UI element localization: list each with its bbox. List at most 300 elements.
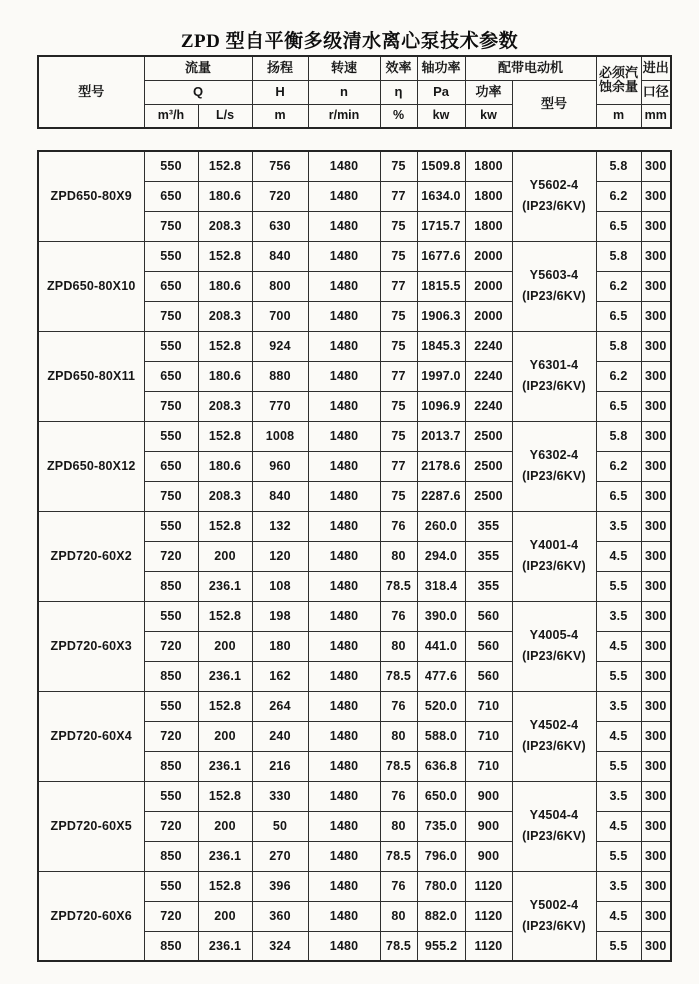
value-cell-m3h: 650 (144, 361, 198, 391)
value-cell-h: 770 (252, 391, 308, 421)
value-cell-dia: 300 (641, 211, 671, 241)
value-cell-dia: 300 (641, 421, 671, 451)
value-cell-m3h: 550 (144, 691, 198, 721)
value-cell-dia: 300 (641, 511, 671, 541)
value-cell-eff: 80 (380, 811, 417, 841)
value-cell-dia: 300 (641, 811, 671, 841)
value-cell-dia: 300 (641, 781, 671, 811)
value-cell-ls: 208.3 (198, 211, 252, 241)
header-motor-model: 型号 (512, 80, 596, 128)
motor-model-line: Y5602-4 (529, 178, 579, 193)
pump-model-cell: ZPD720-60X2 (38, 511, 144, 601)
value-cell-eff: 76 (380, 691, 417, 721)
value-cell-kw: 900 (465, 811, 512, 841)
header-row-1 (38, 56, 671, 80)
motor-model-cell (512, 511, 596, 601)
value-cell-dia: 300 (641, 751, 671, 781)
value-cell-n: 1480 (308, 241, 380, 271)
value-cell-kw: 900 (465, 841, 512, 871)
header-diameter-line1: 进出 (641, 56, 671, 80)
value-cell-ls: 208.3 (198, 391, 252, 421)
header-head: 扬程 (252, 56, 308, 80)
value-cell-m3h: 720 (144, 631, 198, 661)
value-cell-ls: 236.1 (198, 931, 252, 961)
value-cell-m3h: 550 (144, 511, 198, 541)
motor-model-line: Y4005-4 (529, 628, 579, 642)
motor-model-cell (512, 781, 596, 871)
value-cell-npsh: 5.8 (596, 331, 641, 361)
header-npsh-line1: 必须汽 (599, 64, 639, 80)
value-cell-dia: 300 (641, 181, 671, 211)
value-cell-ls: 152.8 (198, 331, 252, 361)
value-cell-n: 1480 (308, 211, 380, 241)
value-cell-m3h: 720 (144, 541, 198, 571)
value-cell-kw: 560 (465, 601, 512, 631)
motor-model-line: (IP23/6KV) (522, 199, 586, 214)
value-cell-kw: 2500 (465, 451, 512, 481)
value-cell-npsh: 3.5 (596, 691, 641, 721)
value-cell-h: 132 (252, 511, 308, 541)
value-cell-pa: 735.0 (417, 811, 465, 841)
value-cell-h: 720 (252, 181, 308, 211)
value-cell-n: 1480 (308, 811, 380, 841)
header-shaft-power-symbol: Pa (417, 80, 465, 104)
value-cell-n: 1480 (308, 631, 380, 661)
value-cell-n: 1480 (308, 721, 380, 751)
value-cell-npsh: 5.5 (596, 751, 641, 781)
value-cell-m3h: 850 (144, 751, 198, 781)
value-cell-h: 360 (252, 901, 308, 931)
value-cell-npsh: 6.5 (596, 211, 641, 241)
value-cell-eff: 78.5 (380, 841, 417, 871)
header-diameter-unit: mm (641, 104, 671, 128)
value-cell-ls: 236.1 (198, 571, 252, 601)
header-shaft-power-unit: kw (417, 104, 465, 128)
pump-model-cell: ZPD720-60X4 (38, 691, 144, 781)
value-cell-ls: 152.8 (198, 511, 252, 541)
value-cell-h: 324 (252, 931, 308, 961)
header-motor: 配带电动机 (465, 56, 596, 80)
value-cell-n: 1480 (308, 931, 380, 961)
value-cell-ls: 236.1 (198, 751, 252, 781)
header-efficiency-unit: % (380, 104, 417, 128)
value-cell-n: 1480 (308, 661, 380, 691)
value-cell-ls: 200 (198, 901, 252, 931)
value-cell-pa: 318.4 (417, 571, 465, 601)
value-cell-pa: 588.0 (417, 721, 465, 751)
value-cell-pa: 2287.6 (417, 481, 465, 511)
value-cell-eff: 76 (380, 871, 417, 901)
value-cell-kw: 2000 (465, 241, 512, 271)
value-cell-m3h: 550 (144, 781, 198, 811)
table-row (38, 781, 671, 811)
value-cell-eff: 75 (380, 391, 417, 421)
value-cell-n: 1480 (308, 271, 380, 301)
value-cell-npsh: 3.5 (596, 601, 641, 631)
header-efficiency: 效率 (380, 56, 417, 80)
value-cell-pa: 1715.7 (417, 211, 465, 241)
value-cell-pa: 1096.9 (417, 391, 465, 421)
value-cell-npsh: 6.2 (596, 271, 641, 301)
value-cell-dia: 300 (641, 331, 671, 361)
value-cell-npsh: 5.5 (596, 841, 641, 871)
value-cell-ls: 152.8 (198, 151, 252, 181)
value-cell-eff: 77 (380, 181, 417, 211)
value-cell-npsh: 4.5 (596, 811, 641, 841)
value-cell-npsh: 5.5 (596, 571, 641, 601)
value-cell-n: 1480 (308, 421, 380, 451)
value-cell-eff: 76 (380, 781, 417, 811)
header-motor-power-unit: kw (465, 104, 512, 128)
motor-model-line: (IP23/6KV) (522, 469, 586, 483)
value-cell-ls: 200 (198, 721, 252, 751)
pump-model-cell: ZPD650-80X12 (38, 421, 144, 511)
value-cell-ls: 180.6 (198, 271, 252, 301)
value-cell-eff: 80 (380, 721, 417, 751)
header-head-unit: m (252, 104, 308, 128)
value-cell-dia: 300 (641, 481, 671, 511)
value-cell-pa: 1677.6 (417, 241, 465, 271)
value-cell-h: 216 (252, 751, 308, 781)
value-cell-eff: 77 (380, 361, 417, 391)
header-efficiency-symbol: η (380, 80, 417, 104)
value-cell-dia: 300 (641, 601, 671, 631)
value-cell-npsh: 6.5 (596, 301, 641, 331)
pump-table-body (38, 151, 671, 961)
value-cell-pa: 260.0 (417, 511, 465, 541)
header-speed-symbol: n (308, 80, 380, 104)
value-cell-m3h: 550 (144, 601, 198, 631)
value-cell-npsh: 4.5 (596, 721, 641, 751)
value-cell-pa: 2013.7 (417, 421, 465, 451)
value-cell-kw: 2240 (465, 331, 512, 361)
value-cell-pa: 780.0 (417, 871, 465, 901)
value-cell-pa: 520.0 (417, 691, 465, 721)
value-cell-h: 162 (252, 661, 308, 691)
value-cell-h: 50 (252, 811, 308, 841)
header-head-symbol: H (252, 80, 308, 104)
value-cell-n: 1480 (308, 541, 380, 571)
value-cell-dia: 300 (641, 391, 671, 421)
value-cell-kw: 1800 (465, 211, 512, 241)
value-cell-dia: 300 (641, 871, 671, 901)
value-cell-pa: 1906.3 (417, 301, 465, 331)
header-speed-unit: r/min (308, 104, 380, 128)
value-cell-n: 1480 (308, 571, 380, 601)
value-cell-kw: 2240 (465, 391, 512, 421)
value-cell-eff: 80 (380, 541, 417, 571)
value-cell-n: 1480 (308, 331, 380, 361)
value-cell-pa: 2178.6 (417, 451, 465, 481)
motor-model-cell (512, 241, 596, 331)
header-flow-unit-m3h: m³/h (144, 104, 198, 128)
value-cell-eff: 75 (380, 481, 417, 511)
motor-model-cell (512, 151, 596, 241)
value-cell-dia: 300 (641, 631, 671, 661)
value-cell-eff: 78.5 (380, 661, 417, 691)
header-shaft-power: 轴功率 (417, 56, 465, 80)
value-cell-ls: 152.8 (198, 601, 252, 631)
value-cell-pa: 650.0 (417, 781, 465, 811)
value-cell-h: 396 (252, 871, 308, 901)
value-cell-npsh: 6.2 (596, 361, 641, 391)
value-cell-kw: 710 (465, 691, 512, 721)
value-cell-dia: 300 (641, 151, 671, 181)
motor-model-line: (IP23/6KV) (522, 289, 586, 303)
value-cell-h: 630 (252, 211, 308, 241)
page-title: ZPD 型自平衡多级清水离心泵技术参数 (180, 31, 519, 52)
header-npsh-line2: 蚀余量 (599, 79, 639, 95)
value-cell-eff: 75 (380, 331, 417, 361)
value-cell-kw: 1800 (465, 151, 512, 181)
value-cell-h: 840 (252, 481, 308, 511)
value-cell-pa: 882.0 (417, 901, 465, 931)
value-cell-h: 840 (252, 241, 308, 271)
value-cell-n: 1480 (308, 871, 380, 901)
value-cell-h: 756 (252, 151, 308, 181)
motor-model-cell (512, 871, 596, 961)
value-cell-pa: 1815.5 (417, 271, 465, 301)
table-row (38, 601, 671, 631)
motor-model-cell (512, 421, 596, 511)
value-cell-h: 1008 (252, 421, 308, 451)
value-cell-h: 960 (252, 451, 308, 481)
value-cell-kw: 355 (465, 541, 512, 571)
value-cell-pa: 441.0 (417, 631, 465, 661)
value-cell-eff: 80 (380, 631, 417, 661)
pump-model-cell: ZPD720-60X5 (38, 781, 144, 871)
value-cell-eff: 75 (380, 241, 417, 271)
value-cell-pa: 294.0 (417, 541, 465, 571)
value-cell-npsh: 4.5 (596, 631, 641, 661)
value-cell-ls: 208.3 (198, 481, 252, 511)
value-cell-kw: 900 (465, 781, 512, 811)
value-cell-kw: 1120 (465, 871, 512, 901)
pump-model-cell: ZPD720-60X6 (38, 871, 144, 961)
value-cell-pa: 1845.3 (417, 331, 465, 361)
motor-model-line: (IP23/6KV) (522, 739, 586, 753)
motor-model-line: Y6302-4 (529, 448, 579, 462)
value-cell-pa: 1634.0 (417, 181, 465, 211)
value-cell-npsh: 5.8 (596, 151, 641, 181)
motor-model-line: (IP23/6KV) (522, 918, 586, 933)
value-cell-npsh: 4.5 (596, 901, 641, 931)
value-cell-m3h: 850 (144, 661, 198, 691)
value-cell-pa: 636.8 (417, 751, 465, 781)
value-cell-eff: 77 (380, 451, 417, 481)
value-cell-m3h: 850 (144, 841, 198, 871)
table-row (38, 691, 671, 721)
motor-model-cell (512, 691, 596, 781)
motor-model-line: Y5603-4 (529, 268, 579, 282)
value-cell-kw: 2240 (465, 361, 512, 391)
value-cell-ls: 236.1 (198, 841, 252, 871)
value-cell-m3h: 720 (144, 721, 198, 751)
value-cell-ls: 236.1 (198, 661, 252, 691)
value-cell-dia: 300 (641, 661, 671, 691)
value-cell-m3h: 650 (144, 181, 198, 211)
motor-model-line: Y5002-4 (529, 897, 579, 912)
value-cell-m3h: 550 (144, 241, 198, 271)
value-cell-dia: 300 (641, 841, 671, 871)
motor-model-line: Y4504-4 (529, 808, 579, 822)
value-cell-npsh: 5.8 (596, 421, 641, 451)
value-cell-kw: 560 (465, 661, 512, 691)
header-npsh-unit: m (596, 104, 641, 128)
value-cell-dia: 300 (641, 571, 671, 601)
value-cell-npsh: 3.5 (596, 511, 641, 541)
motor-model-cell (512, 601, 596, 691)
value-cell-npsh: 5.8 (596, 241, 641, 271)
header-model: 型号 (38, 56, 144, 128)
value-cell-eff: 80 (380, 901, 417, 931)
value-cell-m3h: 650 (144, 451, 198, 481)
value-cell-h: 264 (252, 691, 308, 721)
table-row (38, 511, 671, 541)
table-row (38, 331, 671, 361)
pump-model-cell: ZPD650-80X9 (38, 151, 144, 241)
value-cell-m3h: 750 (144, 391, 198, 421)
motor-model-line: (IP23/6KV) (522, 649, 586, 663)
motor-model-line: Y4502-4 (529, 718, 579, 732)
value-cell-m3h: 850 (144, 571, 198, 601)
value-cell-ls: 200 (198, 541, 252, 571)
value-cell-n: 1480 (308, 691, 380, 721)
value-cell-kw: 710 (465, 721, 512, 751)
value-cell-dia: 300 (641, 721, 671, 751)
value-cell-n: 1480 (308, 301, 380, 331)
value-cell-eff: 78.5 (380, 751, 417, 781)
value-cell-dia: 300 (641, 241, 671, 271)
value-cell-m3h: 750 (144, 481, 198, 511)
value-cell-npsh: 5.5 (596, 661, 641, 691)
value-cell-npsh: 6.5 (596, 391, 641, 421)
value-cell-n: 1480 (308, 841, 380, 871)
value-cell-kw: 355 (465, 571, 512, 601)
value-cell-dia: 300 (641, 541, 671, 571)
value-cell-kw: 560 (465, 631, 512, 661)
header-diameter-line2: 口径 (641, 80, 671, 104)
table-row (38, 871, 671, 901)
value-cell-h: 880 (252, 361, 308, 391)
motor-model-line: (IP23/6KV) (522, 829, 586, 843)
motor-model-line: (IP23/6KV) (522, 559, 586, 573)
value-cell-n: 1480 (308, 181, 380, 211)
value-cell-npsh: 5.5 (596, 931, 641, 961)
value-cell-h: 180 (252, 631, 308, 661)
value-cell-h: 120 (252, 541, 308, 571)
value-cell-pa: 955.2 (417, 931, 465, 961)
value-cell-npsh: 6.2 (596, 181, 641, 211)
value-cell-kw: 1120 (465, 931, 512, 961)
value-cell-ls: 180.6 (198, 181, 252, 211)
value-cell-ls: 152.8 (198, 421, 252, 451)
value-cell-h: 700 (252, 301, 308, 331)
header-speed: 转速 (308, 56, 380, 80)
value-cell-n: 1480 (308, 481, 380, 511)
value-cell-kw: 2500 (465, 421, 512, 451)
value-cell-n: 1480 (308, 781, 380, 811)
value-cell-kw: 1800 (465, 181, 512, 211)
pump-model-cell: ZPD650-80X10 (38, 241, 144, 331)
pump-model-cell: ZPD650-80X11 (38, 331, 144, 421)
value-cell-pa: 796.0 (417, 841, 465, 871)
value-cell-eff: 76 (380, 601, 417, 631)
value-cell-dia: 300 (641, 931, 671, 961)
value-cell-npsh: 3.5 (596, 871, 641, 901)
value-cell-h: 330 (252, 781, 308, 811)
value-cell-kw: 1120 (465, 901, 512, 931)
spec-table-body (37, 150, 672, 962)
value-cell-m3h: 850 (144, 931, 198, 961)
value-cell-eff: 78.5 (380, 931, 417, 961)
value-cell-pa: 1509.8 (417, 151, 465, 181)
value-cell-ls: 200 (198, 631, 252, 661)
value-cell-ls: 152.8 (198, 781, 252, 811)
header-motor-power: 功率 (465, 80, 512, 104)
value-cell-n: 1480 (308, 391, 380, 421)
value-cell-ls: 180.6 (198, 361, 252, 391)
motor-model-cell (512, 331, 596, 421)
value-cell-dia: 300 (641, 901, 671, 931)
value-cell-kw: 2500 (465, 481, 512, 511)
pump-model-cell: ZPD720-60X3 (38, 601, 144, 691)
value-cell-kw: 2000 (465, 271, 512, 301)
value-cell-pa: 1997.0 (417, 361, 465, 391)
value-cell-eff: 75 (380, 151, 417, 181)
value-cell-ls: 208.3 (198, 301, 252, 331)
value-cell-h: 800 (252, 271, 308, 301)
value-cell-kw: 710 (465, 751, 512, 781)
value-cell-n: 1480 (308, 451, 380, 481)
spec-table-header (37, 55, 672, 129)
value-cell-npsh: 6.5 (596, 481, 641, 511)
value-cell-eff: 75 (380, 211, 417, 241)
value-cell-ls: 152.8 (198, 871, 252, 901)
motor-model-line: Y6301-4 (529, 358, 579, 372)
value-cell-n: 1480 (308, 751, 380, 781)
value-cell-n: 1480 (308, 601, 380, 631)
value-cell-m3h: 550 (144, 871, 198, 901)
table-row (38, 421, 671, 451)
value-cell-npsh: 4.5 (596, 541, 641, 571)
value-cell-eff: 75 (380, 301, 417, 331)
header-npsh (596, 56, 641, 104)
value-cell-kw: 355 (465, 511, 512, 541)
value-cell-dia: 300 (641, 361, 671, 391)
value-cell-m3h: 650 (144, 271, 198, 301)
value-cell-kw: 2000 (465, 301, 512, 331)
value-cell-ls: 152.8 (198, 691, 252, 721)
value-cell-m3h: 750 (144, 301, 198, 331)
value-cell-ls: 152.8 (198, 241, 252, 271)
value-cell-eff: 77 (380, 271, 417, 301)
value-cell-pa: 477.6 (417, 661, 465, 691)
value-cell-dia: 300 (641, 301, 671, 331)
value-cell-npsh: 6.2 (596, 451, 641, 481)
value-cell-ls: 200 (198, 811, 252, 841)
value-cell-m3h: 720 (144, 901, 198, 931)
motor-model-line: Y4001-4 (529, 538, 579, 552)
table-row (38, 241, 671, 271)
value-cell-n: 1480 (308, 901, 380, 931)
value-cell-h: 108 (252, 571, 308, 601)
value-cell-dia: 300 (641, 271, 671, 301)
value-cell-dia: 300 (641, 691, 671, 721)
value-cell-m3h: 720 (144, 811, 198, 841)
value-cell-eff: 76 (380, 511, 417, 541)
value-cell-npsh: 3.5 (596, 781, 641, 811)
